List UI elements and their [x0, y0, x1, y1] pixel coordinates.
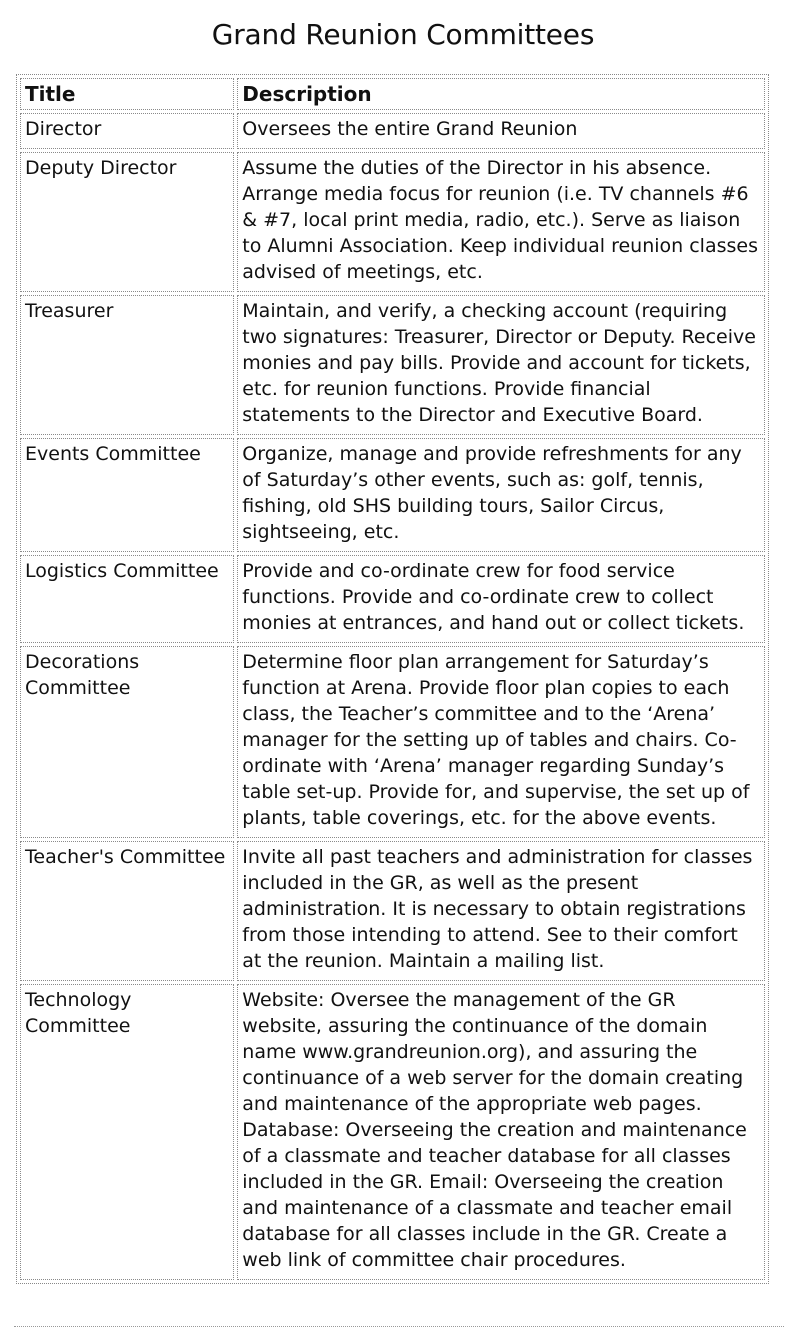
table-row	[20, 984, 765, 1280]
table-row	[20, 438, 765, 552]
committee-description: Organize, manage and provide refreshments for any of Saturday’s other events, such as: golf, tennis, fishing, old SHS building tours, Sailor Circus, sightseeing, etc.	[237, 438, 765, 552]
committee-description: Assume the duties of the Director in his absence. Arrange media focus for reunion (i.e. TV channels #6 & #7, local print media, radio, etc.). Serve as liaison to Alumni Association. Keep individual reunion classes advised of meetings, etc.	[237, 152, 765, 292]
table-row	[20, 152, 765, 292]
committee-title: Technology Committee	[20, 984, 234, 1280]
committee-title: Events Committee	[20, 438, 234, 552]
table-row	[20, 113, 765, 149]
table-row	[20, 646, 765, 838]
committee-description: Website: Oversee the management of the GR website, assuring the continuance of the domain name www.grandreunion.org), and assuring the continuance of a web server for the domain creating and maintenance of the appropriate web pages. Database: Overseeing the creation and maintenance of a classmate and teacher database for all classes included in the GR. Email: Overseeing the creation and maintenance of a classmate and teacher email database for all classes include in the GR. Create a web link of committee chair procedures.	[237, 984, 765, 1280]
committee-title: Deputy Director	[20, 152, 234, 292]
committee-title: Teacher's Committee	[20, 841, 234, 981]
committee-description: Maintain, and verify, a checking account (requiring two signatures: Treasurer, Director or Deputy. Receive monies and pay bills. Provide and account for tickets, etc. for reunion functions. Provide financial statements to the Director and Executive Board.	[237, 295, 765, 435]
committee-title: Director	[20, 113, 234, 149]
committee-description: Invite all past teachers and administration for classes included in the GR, as well as the present administration. It is necessary to obtain registrations from those intending to attend. See to their comfort at the reunion. Maintain a mailing list.	[237, 841, 765, 981]
committee-description: Determine floor plan arrangement for Saturday’s function at Arena. Provide floor plan copies to each class, the Teacher’s committee and to the ‘Arena’ manager for the setting up of tables and chairs. Co-ordinate with ‘Arena’ manager regarding Sunday’s table set-up. Provide for, and supervise, the set up of plants, table coverings, etc. for the above events.	[237, 646, 765, 838]
committee-description: Provide and co-ordinate crew for food service functions. Provide and co-ordinate crew to collect monies at entrances, and hand out or collect tickets.	[237, 555, 765, 643]
table-row	[20, 555, 765, 643]
header-row	[20, 78, 765, 110]
table-row	[20, 841, 765, 981]
column-header-title: Title	[20, 78, 234, 110]
committees-table	[16, 74, 769, 1284]
committee-title: Logistics Committee	[20, 555, 234, 643]
committee-description: Oversees the entire Grand Reunion	[237, 113, 765, 149]
table-row	[20, 295, 765, 435]
committee-title: Treasurer	[20, 295, 234, 435]
committee-title: Decorations Committee	[20, 646, 234, 838]
column-header-description: Description	[237, 78, 765, 110]
bottom-divider	[14, 1326, 784, 1327]
page-title: Grand Reunion Committees	[211, 18, 595, 51]
